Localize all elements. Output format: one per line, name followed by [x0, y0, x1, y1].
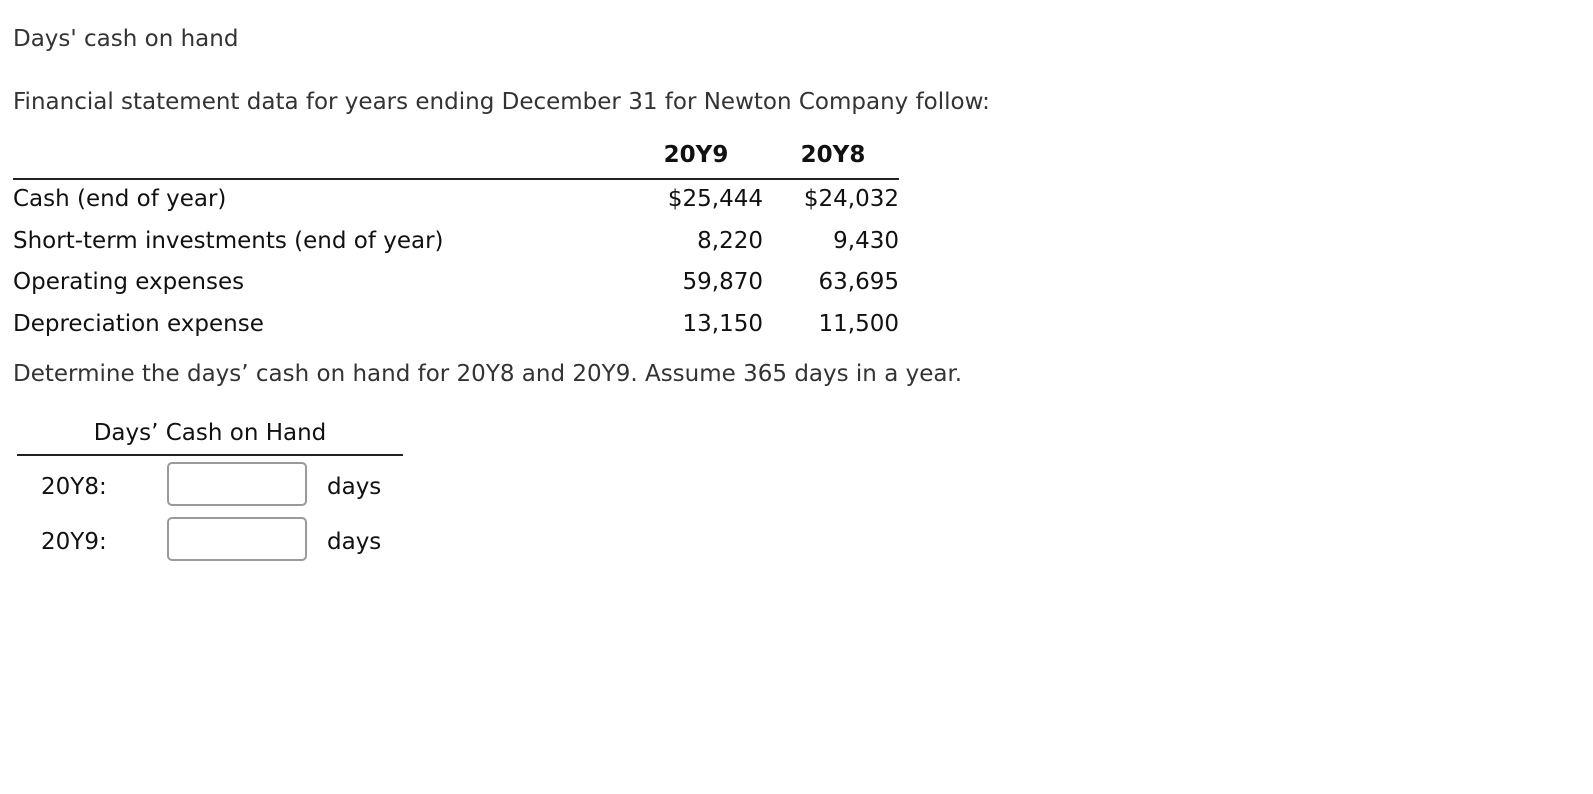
intro-text: Financial statement data for years ending December 31 for Newton Company follow: [13, 89, 990, 115]
answer-table [17, 416, 403, 566]
answer-table-heading: Days’ Cash on Hand [93, 420, 327, 446]
year-label: 20Y9: [41, 529, 107, 555]
unit-label: days [327, 529, 382, 555]
answer-row-20y9 [17, 511, 403, 566]
table-row [13, 263, 899, 305]
days-cash-20y8-input[interactable] [167, 462, 307, 506]
value-20y9: 8,220 [697, 227, 763, 254]
financial-data-table [13, 138, 899, 346]
value-20y9: 59,870 [682, 269, 763, 295]
table-row [13, 180, 899, 222]
value-20y8: 11,500 [818, 310, 899, 337]
page-title: Days' cash on hand [13, 26, 239, 52]
answer-row-20y8 [17, 456, 403, 511]
value-20y8: 63,695 [818, 269, 899, 295]
row-label: Cash (end of year) [13, 186, 227, 212]
value-20y8: 9,430 [833, 227, 899, 254]
table-row [13, 222, 899, 264]
column-header-20y8: 20Y8 [800, 142, 866, 168]
row-label: Short-term investments (end of year) [13, 227, 444, 254]
table-row [13, 305, 899, 347]
financial-table-header [13, 138, 899, 180]
unit-label: days [327, 474, 382, 500]
value-20y9: 13,150 [682, 310, 763, 337]
year-label: 20Y8: [41, 474, 107, 500]
value-20y8: $24,032 [803, 186, 899, 212]
row-label: Depreciation expense [13, 310, 264, 337]
answer-table-header [17, 416, 403, 456]
days-cash-20y9-input[interactable] [167, 517, 307, 561]
column-header-20y9: 20Y9 [663, 142, 729, 168]
question-prompt: Determine the days’ cash on hand for 20Y8 and 20Y9. Assume 365 days in a year. [13, 361, 963, 387]
row-label: Operating expenses [13, 269, 245, 295]
value-20y9: $25,444 [667, 186, 763, 212]
